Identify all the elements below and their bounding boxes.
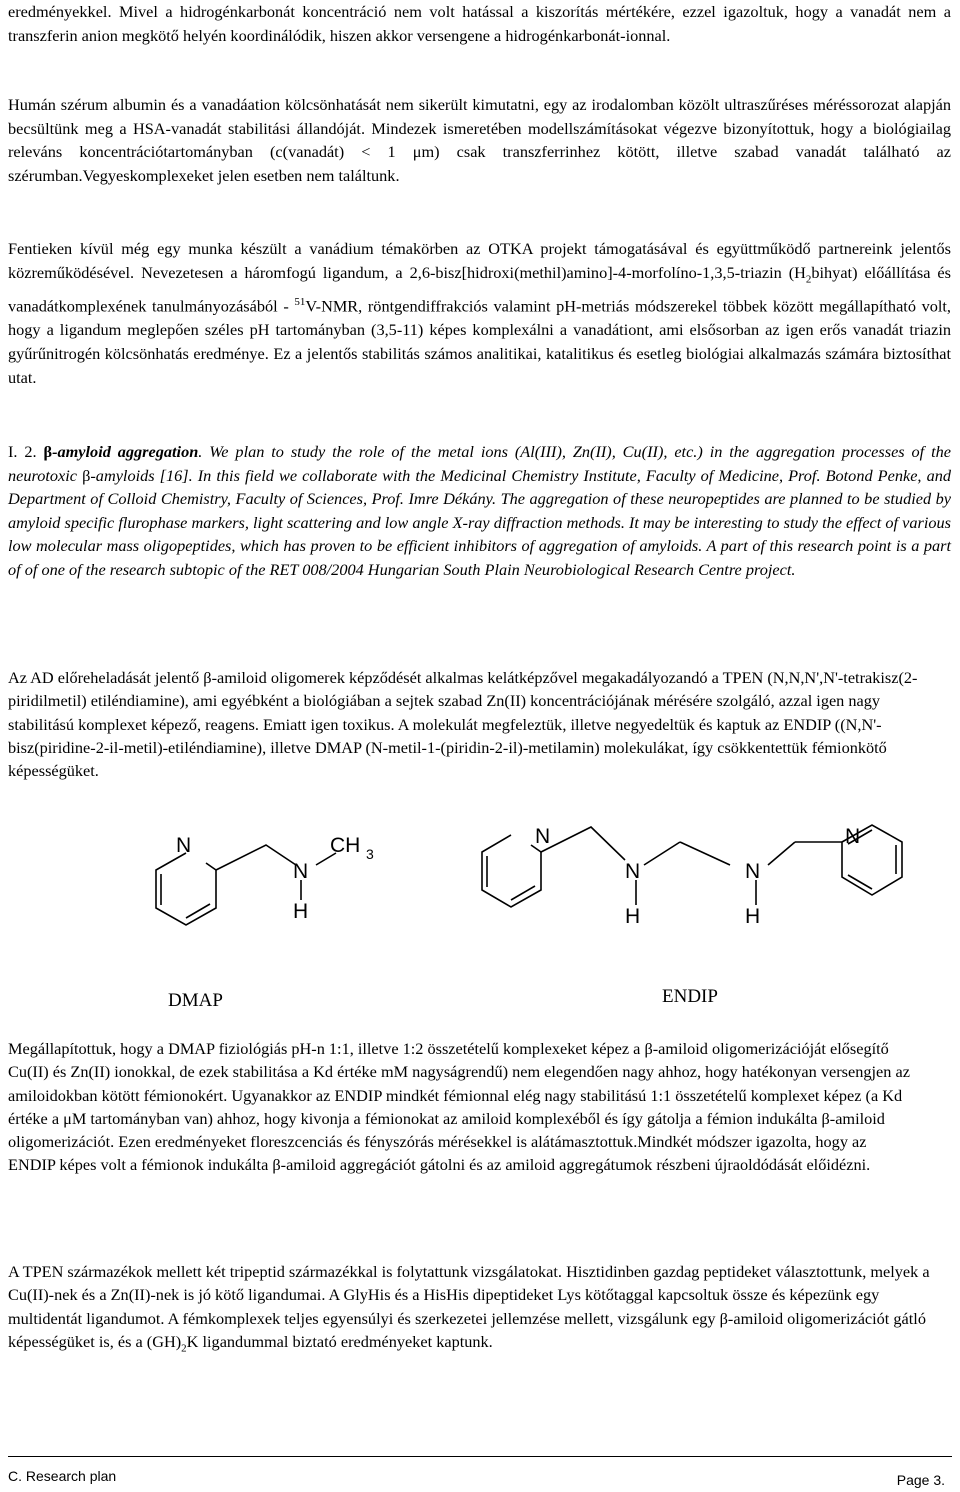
paragraph-tripeptide-text-b: K ligandummal biztató eredményeket kaptunk. — [186, 1331, 493, 1351]
footer-divider — [8, 1456, 952, 1457]
paragraph-tripeptide-text-a: A TPEN származékok mellett két tripeptid származékkal is folytattunk vizsgálatokat. Hisztidinben gazdag peptideket választottunk, melyek a Cu(II)-nek és a Zn(II)-nek is jó kötő ligandumai. A GlyHis és a HisHis dipeptideket Lys kötőtaggal kapcsoltuk össze és képezünk egy multidentát ligandumot. A fémkomplexek teljes egyensúlyi és szerkezetei jellemzése mellett, vizsgálunk egy β-amiloid oligomerizációt gátló képességüket is, és a (GH) — [8, 1262, 930, 1351]
endip-left-amine-n: N — [625, 860, 641, 883]
chemical-structures-figure — [0, 815, 960, 1030]
paragraph-intro-continuation: eredményekkel. Mivel a hidrogénkarbonát koncentráció nem volt hatással a kiszorítás mértékére, ezzel igazoltuk, hogy a vanadát nem a transzferin anion megkötő helyén koordinálódik, hiszen akkor versengene a hidrogénkarbonát-ionnal. — [8, 2, 951, 45]
endip-left-amine-h: H — [625, 905, 641, 928]
endip-right-amine-h: H — [745, 905, 761, 928]
dmap-amine-h: H — [293, 900, 309, 923]
endip-right-amine-n: N — [745, 860, 761, 883]
footer-page-number: Page 3. — [896, 1472, 945, 1488]
paragraph-amyloid-aggregation — [8, 440, 951, 581]
dmap-ring-n: N — [176, 834, 192, 857]
dmap-label: DMAP — [168, 990, 223, 1011]
superscript-51: 51 — [294, 296, 306, 309]
section-heading: -amyloid aggregation — [52, 442, 199, 461]
endip-label: ENDIP — [662, 986, 718, 1007]
paragraph-tripeptide — [8, 1260, 938, 1360]
dmap-structure — [156, 845, 336, 925]
paragraph-dmap-endip-results: Megállapítottuk, hogy a DMAP fiziológiás pH-n 1:1, illetve 1:2 összetételű komplexeket képez a β-amiloid oligomerizációját elősegítő Cu(II) és Zn(II) ionokkal, de ezek stabilitása a Kd értéke mM nagyságrendű) nem elegendően nagy ahhoz, hogy hatékonyan versengjen az amiloidokban kötött fémionokért. Ugyanakkor az ENDIP mindkét fémionnal elég nagy stabilitású 1:1 összetételű komplexet képez (a Kd értéke a μM tartományban van) ahhoz, hogy kivonja a fémionokat az amiloid komplexéből és így gátolja a fémion indukálta β-amiloid oligomerizációt. Ezen eredményeket floreszcenciás és fényszórás mérésekkel is alátámasztottuk.Mindkét módszer igazolta, hogy az ENDIP képes volt a fémionok indukálta β-amiloid aggregációt gátolni és az amiloid aggregátumok részbeni újraoldódását előidézni. — [8, 1039, 910, 1175]
beta-symbol-inline: β — [82, 465, 91, 485]
dmap-methyl-3: 3 — [366, 846, 374, 862]
endip-left-ring-n: N — [535, 825, 551, 848]
dmap-amine-n: N — [293, 860, 309, 883]
paragraph-triazine-ligand — [8, 237, 951, 389]
paragraph-tpen: Az AD előreheladását jelentő β-amiloid oligomerek képződését alkalmas kelátképzővel megakadályozandó a TPEN (N,N,N',N'-tetrakisz(2-piridilmetil) etiléndiamine), ami egyébként a biológiában a sejtek szabad Zn(II) koncentrációjának mérésére szolgáló, azzal igen nagy stabilitású komplexet képező, reagens. Emiatt igen toxikus. A molekulát megfeleztük, illetve negyedeltük és kaptuk az ENDIP ((N,N'-bisz(piridine-2-il-metil)-etiléndiamine), illetve DMAP (N-metil-1-(piridin-2-il)-metilamin) molekulákat, így csökkentettük fémionkötő képességüket. — [8, 668, 918, 781]
paragraph-amyloid-text-b: -amyloids [16]. In this field we collaborate with the Medicinal Chemistry Institute, Faculty of Medicine, Prof. Botond Penke, and Department of Colloid Chemistry, Faculty of Sciences, Prof. Imre Dékány. The aggregation of these neuropeptides are planned to be studied by amyloid specific flurophase markers, light scattering and low angle X-ray diffraction methods. It may be interesting to study the effect of various low molecular mass oligopeptides, which has proven to be efficient inhibitors of aggregation of amyloids. A part of this research point is a part of of one of the research subtopic of the RET 008/2004 Hungarian South Plain Neurobiological Research Centre project. — [8, 465, 951, 579]
dmap-methyl-ch: CH — [330, 834, 361, 857]
paragraph-amyloid-text-a: . We plan to study the role of the metal ions (Al(III), Zn(II), Cu(II), etc.) in the aggregation processes of the neurotoxic — [8, 442, 951, 485]
paragraph-triazine-text-b: bihyat) előállítása és vanadátkomplexének tanulmányozásából - — [8, 262, 951, 316]
footer-section-title: C. Research plan — [8, 1468, 117, 1484]
paragraph-triazine-text-c: V-NMR, röntgendiffrakciós valamint pH-metriás módszerekel többek között megállapítható volt, hogy a ligandum meglepően széles pH tartományban (3,5-11) képes komplexálni a vanadátiont, ami elsősorban az igen erős vanadát triazin gyűrűnitrogén kölcsönhatás eredménye. Ez a jelentős stabilitás számos analitikai, katalitikus és esetleg biológiai alkalmazás számára biztosíthat utat. — [8, 296, 952, 387]
beta-symbol: β — [43, 442, 53, 461]
paragraph-hsa-vanadate: Humán szérum albumin és a vanadáation kölcsönhatását nem sikerült kimutatni, egy az irodalomban közölt ultraszűréses méréssorozat alapján becsültünk meg a HSA-vanadát stabilitási állandóját. Mindezek ismeretében modellszámításokat végezve bizonyítottuk, hogy a biológiailag releváns koncentrációtartományban (c(vanadát) < 1 μm) csak transzferrinhez kötött, illetve szabad vanadát található az szérumban.Vegyeskomplexeket jelen esetben nem találtunk. — [8, 95, 951, 185]
subscript-2-gh: 2 — [181, 1342, 187, 1355]
subscript-2: 2 — [805, 272, 812, 285]
paragraph-triazine-text-a: Fentieken kívül még egy munka készült a vanádium témakörben az OTKA projekt támogatásával és együttműködő partnereink jelentős közreműködésével. Nevezetesen a háromfogú ligandum, a 2,6-bisz[hidroxi(methil)amino]-4-morfolíno-1,3,5-triazin (H — [8, 239, 951, 282]
endip-right-ring-n: N — [845, 825, 861, 848]
section-number: I. 2. — [8, 442, 44, 461]
